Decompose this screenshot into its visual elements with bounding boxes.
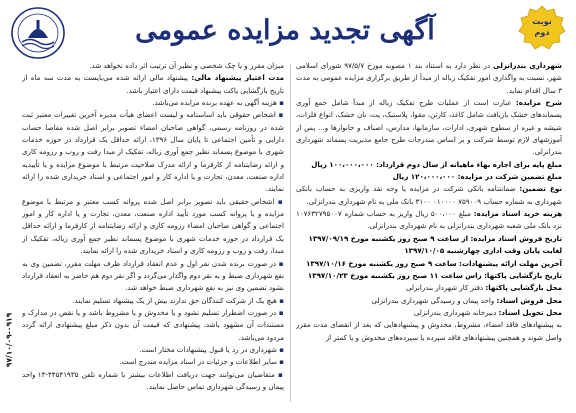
condition-item: [22, 295, 284, 307]
side-reference-code: [2, 270, 16, 410]
opening-date-value: راس ساعت ۱۱ صبح روز یکشنبه مورخ ۱۳۹۷/۱۰/۲۳: [307, 270, 485, 280]
condition-text-6: در صورت اضطرار تسلیم نشود و یا مخدوش و یا مشروط باشد و یا نقص در مدارک و مستندات آن مشهود باشد، پیشنهادی که قیمت آن بدون ذکر مبلغ پیشنهادی ارائه گردد مردود می‌باشد.: [22, 307, 284, 342]
opening-place-line: [296, 282, 562, 294]
sale-place-label: محل فروش اسناد:: [496, 295, 562, 305]
condition-item: [22, 369, 284, 394]
condition-text-9: متقاضیان می‌توانند جهت دریافت اطلاعات بیشتر با شماره تلفن ۴۴۵۴۱۹۳۵-۱۳ واحد پیمان و رسیدگی شهرداری تماس حاصل نمایند.: [22, 369, 284, 391]
continuation-text: میزان مقرر و یا چک شخصی و نظیر آن ترتیب اثر داده نخواهد شد.: [89, 61, 284, 70]
condition-item: [22, 258, 284, 295]
condition-text-8: سایر اطلاعات و جزئیات در اسناد مزایده مندرج است.: [119, 357, 277, 367]
document-fee-text: مبلغ ۵۰۰،۰۰۰ ریال واریز به حساب شماره ۱۰۷۶۳۲۷۹۵۰۰۷ نزد بانک ملی شعبه شهرداری بندرانزلی به نام شهرداری بندرانزلی.: [296, 209, 562, 231]
condition-text-2: اشخاص حقوقی باید اساسنامه و لیست اعضای هیأت مدیره آخرین تغییرات معتبر ثبت شده در روزنامه رسمی، گواهی صاحبان امضاء تصویر برابر اصل شده مفاصا حساب دارایی و تأمین اجتماعی تا پایان سال ۱۳۹۶، ارائه حداقل یک قرارداد در حوزه خدمات شهری با موضوع پسماند نظیر جمع آوری زباله، تفکیک از مبدا رفت و روب و رزومه کاری و ارائه رضایتنامه از کارفرما و ارائه مدرک صلاحیت مرتبط با موضوع مزایده و یا تأییدیه اداره صنعت، معدن، تجارت و یا اداره کار و امور اجتماعی و اسناد خریداری شده را ارائه نمایند.: [22, 110, 284, 194]
document-fee-label: هزینه خرید اسناد مزایده:: [473, 209, 562, 219]
badge-line-2: دوم: [534, 28, 550, 37]
bullet-icon: ▪: [279, 357, 284, 367]
sale-date-label: تاریخ فروش اسناد مزایده:: [470, 233, 562, 243]
notice-title: آگهی تجدید مزایده عمومی: [135, 15, 435, 46]
side-reference-text: ۹۷/۱۰/۰۹-۰۹۱۹: [4, 312, 14, 368]
opening-date-label: تاریخ بازگشایی پاکتها:: [484, 270, 562, 280]
bullet-icon: ▪: [279, 344, 284, 354]
condition-item: [22, 307, 284, 344]
guarantee-label: مبلغ تضمین شرکت در مزایده:: [457, 172, 562, 182]
guarantee-type-text: ضمانتنامه بانکی شرکت در مزایده یا وجه نقد واریزی به حساب بانکی شهرداری به شماره حساب ۷۵۹۰۰۹ ۰۱۰۰۰۰ ۳۱۰۰ بانک ملی به نام شهرداری بندرانزلی.: [296, 184, 562, 206]
deadline-label: آخرین مهلت ارائه پیشنهادات:: [459, 258, 562, 268]
condition-text-4: در صورت برنده شدن نفر اول و عدم انعقاد قرارداد ظرف مهلت مقرر، تضمین وی به نفع شهرداری ضبط و به نفر دوم واگذار می‌گردد و اگر نفر دوم هم حاضر به انعقاد قرارداد نشود تضمین وی نیز به نفع شهرداری ضبط خواهد شد.: [22, 258, 284, 293]
condition-item: [22, 356, 284, 368]
validity-label: مدت اعتبار پیشنهاد مالی:: [191, 73, 284, 83]
condition-item: [22, 97, 284, 109]
intro-paragraph: [296, 60, 562, 97]
column-divider: [290, 64, 291, 402]
base-price-label: مبلغ پایه برای اجاره بهاء ماهیانه از سال دوم قرارداد:: [376, 159, 562, 169]
condition-text-1: هزینه آگهی به عهده برنده مزایده می‌باشد.: [152, 98, 277, 108]
bullet-icon: ▪: [278, 110, 284, 120]
bullet-icon: ▪: [279, 295, 284, 305]
validity-paragraph: [22, 72, 284, 97]
sale-end-line: [296, 245, 562, 257]
guarantee-line: [296, 171, 562, 183]
condition-text-7: شهرداری در رد یا قبول پیشنهادات مختار است.: [139, 344, 277, 354]
opening-place-value: دفتر کار شهردار بندرانزلی: [405, 283, 486, 293]
rejection-paragraph: [296, 319, 562, 344]
base-price-line: [296, 159, 562, 171]
delivery-place-value: دبیرخانه شهرداری بندرانزلی: [413, 307, 499, 317]
municipality-logo-icon: [10, 6, 66, 60]
guarantee-type-paragraph: [296, 183, 562, 208]
delivery-place-line: [296, 307, 562, 319]
intro-text: در نظر دارد به استناد بند ۱ مصوبه مورخ ۹۷/۵/۷ شورای اسلامی شهر، نسبت به واگذاری امور تفکیک زباله از مبدأ از طریق برگزاری مزایده عمومی به مدت ۳ سال اقدام نماید.: [296, 61, 562, 95]
opening-date-line: [296, 270, 562, 282]
condition-text-3: اشخاص حقیقی باید تصویر برابر اصل شده پروانه کسب معتبر و مرتبط با موضوع مزایده و یا پروانه کسب مورد تأیید اداره صنعت، معدن، تجارت و یا اداره کار و امور اجتماعی و گواهی صاحبان امضاء رزومه کاری و ارائه رضایتنامه از کارفرما و ارائه حداقل یک قرارداد در حوزه خدمات شهری با موضوع پسماند نظیر جمع آوری زباله، تفکیک از مبدا، رفت و روب و رزومه کاری و اسناد خریداری شده را ارائه نمایند.: [22, 196, 284, 256]
sale-place-value: واحد پیمان و رسیدگی شهرداری بندرانزلی: [371, 295, 497, 305]
bullet-icon: ▪: [277, 196, 284, 206]
condition-text-5: هیچ یک از شرکت کنندگان حق ندارند بیش از یک پیشنهاد تسلیم نمایند.: [72, 295, 277, 305]
left-column: [22, 60, 284, 405]
delivery-place-label: محل تحویل اسناد:: [498, 307, 562, 317]
validity-text: پیشنهاد مالی ارائه شده می‌بایست به مدت سه ماه از تاریخ بازگشایی پاکت پیشنهاد قیمت دارای اعتبار باشد.: [22, 73, 284, 95]
condition-item: [22, 109, 284, 195]
description-label: شرح مزایده:: [515, 98, 562, 108]
bullet-icon: ▪: [278, 307, 284, 317]
continuation-paragraph: [22, 60, 284, 72]
description-text: عبارت است از عملیات طرح تفکیک زباله از مبدأ شامل جمع آوری پسماندهای خشک بازیافت شامل کاغذ، کارتن، مقوا، پلاستیک، پت، نان خشک، انواع فلزات، شیشه و غیره از سطوح شهری، ادارات، سازمانها، مدارس، اصناف و خانوارها و... پس از آموزشهای لازم توسط شرکت و بر اساس مندرجات طرح جامع مدیریت پسماند شهرداری بندرانزلی.: [296, 98, 562, 157]
guarantee-type-label: نوع تضمین:: [519, 184, 562, 194]
base-price-value: ۱۰۰،۰۰۰،۰۰۰ ریال: [311, 159, 377, 169]
bullet-icon: ▪: [278, 258, 284, 268]
notice-header: [0, 0, 576, 62]
sale-place-line: [296, 295, 562, 307]
bullet-icon: ▪: [278, 369, 284, 379]
condition-item: [22, 344, 284, 356]
sale-date-value: از ساعت ۹ صبح روز یکشنبه مورخ ۱۳۹۷/۰۹/۱۹: [308, 233, 471, 243]
badge-line-1: نوبت: [532, 17, 552, 26]
sale-end-value: لغایت پایان وقت اداری چهارشنبه ۱۳۹۷/۱۰/۰۵: [404, 246, 562, 256]
round-badge: [518, 8, 566, 46]
opening-place-label: محل بازگشایی پاکتها:: [485, 283, 562, 293]
deadline-line: [296, 258, 562, 270]
condition-item: [22, 196, 284, 258]
right-column: [296, 60, 562, 405]
organization-name: شهرداری بندرانزلی: [493, 61, 562, 70]
document-fee-paragraph: [296, 208, 562, 233]
rejection-text: به پیشنهادهای فاقد امضاء، مشروط، مخدوش و پیشنهادهایی که بعد از انقضای مدت مقرر واصل شوند و همچنین پیشنهادهای فاقد سپرده یا سپرده‌های مخدوش و یا کمتر از: [296, 320, 562, 342]
deadline-value: ساعت ۹ صبح روز یکشنبه مورخ ۱۳۹۷/۱۰/۱۶: [306, 258, 460, 268]
sale-date-line: [296, 233, 562, 245]
bullet-icon: ▪: [279, 98, 284, 108]
guarantee-value: ۱۲۰،۰۰۰،۰۰۰ ریال: [392, 172, 458, 182]
description-paragraph: [296, 97, 562, 159]
